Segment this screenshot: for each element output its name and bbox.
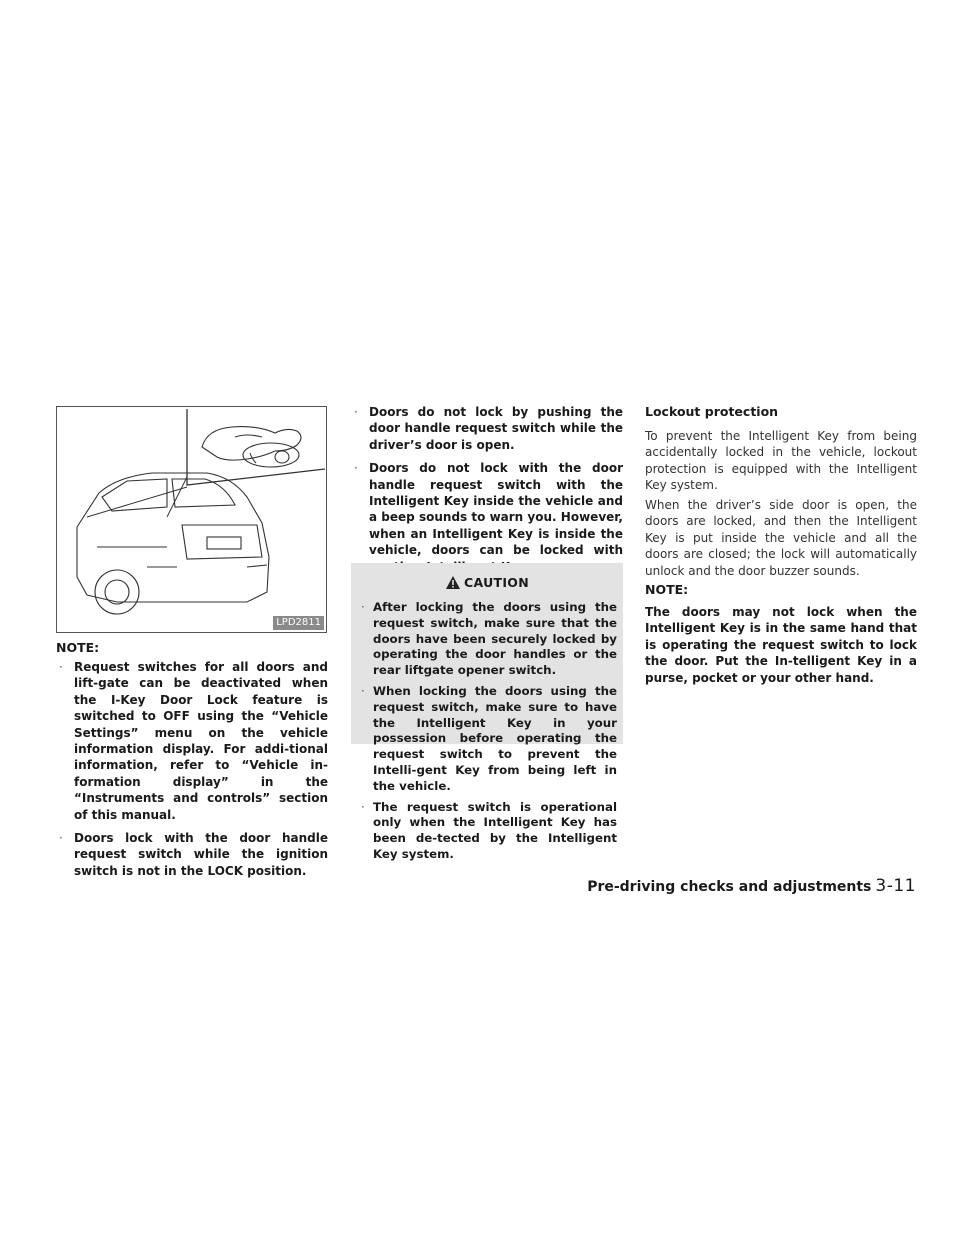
bullet-icon: ·: [59, 831, 63, 846]
bullet-icon: ·: [361, 799, 365, 814]
list-item: · Doors do not lock by pushing the door handle request switch while the driver’s door is open.: [354, 405, 623, 452]
lockout-paragraph-2: When the driver’s side door is open, the doors are locked, and then the Intelligent Key is put inside the vehicle and all the doors are closed; the lock will automatically unlock and the door buzzer sounds.: [645, 498, 917, 578]
lockout-protection-heading: Lockout protection: [645, 404, 779, 419]
vehicle-illustration: [56, 406, 327, 633]
page-footer: [587, 876, 916, 896]
caution-box: [351, 563, 623, 861]
caution-title: CAUTION: [351, 575, 623, 590]
list-item: · When locking the doors using the request switch, make sure to have the Intelligent Key in your possession before operating the request switch to prevent the Intelli-gent Key from being left in the vehicle.: [361, 683, 617, 793]
lock-behavior-list: [351, 404, 623, 582]
page-number: 3-11: [875, 876, 916, 896]
note-list: [56, 659, 328, 886]
note-heading: NOTE:: [645, 582, 689, 597]
figure-label: LPD2811: [273, 616, 324, 630]
bullet-icon: ·: [59, 660, 63, 674]
note-heading: NOTE:: [56, 640, 100, 655]
list-item: · Request switches for all doors and lift-gate can be deactivated when the I-Key Door Lock feature is switched to OFF using the “Vehicle Settings” menu on the vehicle information display. For addi-tional information, refer to “Vehicle in-formation display” in the “Instruments and controls” section of this manual.: [59, 660, 328, 822]
list-item: · Doors lock with the door handle request switch while the ignition switch is not in the LOCK position.: [59, 831, 328, 878]
caution-list: [360, 600, 617, 868]
warning-triangle-icon: [445, 575, 461, 590]
list-item: · The request switch is operational only when the Intelligent Key has been de-tected by the Intelligent Key system.: [361, 799, 617, 861]
bullet-icon: ·: [361, 683, 365, 698]
bullet-icon: ·: [361, 600, 365, 614]
liftgate-handle-drawing: [57, 407, 326, 632]
bullet-icon: ·: [354, 461, 358, 476]
lockout-paragraph-1: To prevent the Intelligent Key from being accidentally locked in the vehicle, lockout protection is equipped with the Intelligent Key system.: [645, 429, 917, 493]
bullet-icon: ·: [354, 405, 358, 419]
list-item: · Doors do not lock with the door handle request switch with the Intelligent Key inside the vehicle and a beep sounds to warn you. However, when an Intelligent Key is inside the vehicle, doors can be locked with: [354, 461, 623, 558]
section-title: Pre-driving checks and adjustments: [587, 879, 872, 895]
note-paragraph: The doors may not lock when the Intelligent Key is in the same hand that is operating the request switch to lock the door. Put the In-telligent Key in a purse, pocket or your other hand.: [645, 605, 917, 685]
list-item: · After locking the doors using the request switch, make sure that the doors have been securely locked by operating the door handles or the rear liftgate opener switch.: [361, 600, 617, 678]
